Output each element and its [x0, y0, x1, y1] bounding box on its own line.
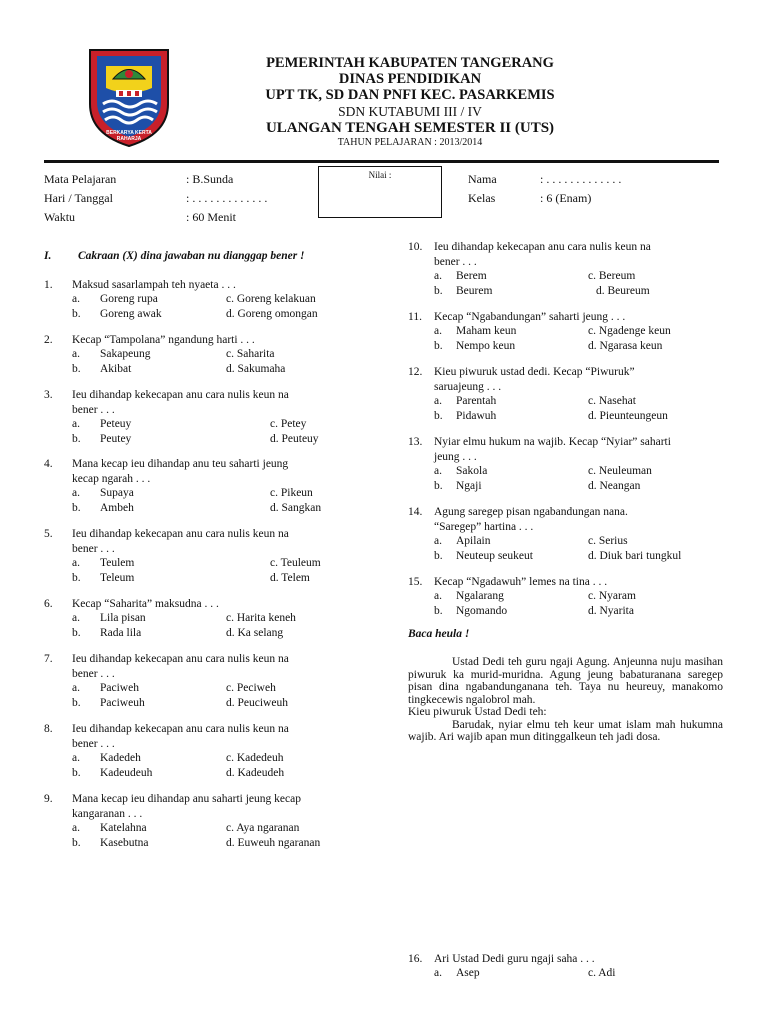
option-b-label[interactable]: b.: [434, 340, 443, 352]
option-d[interactable]: d. Nyarita: [588, 605, 634, 617]
logo-motto: BERKARYA KERTA RAHARJA: [106, 130, 152, 142]
option-d[interactable]: d. Peuciweuh: [226, 697, 288, 709]
question-number: 8.: [44, 723, 53, 735]
option-a-label[interactable]: a.: [434, 967, 442, 979]
option-a-label[interactable]: a.: [72, 612, 80, 624]
option-b[interactable]: Ngomando: [456, 605, 508, 617]
nama-value: : . . . . . . . . . . . . .: [540, 172, 622, 186]
option-a[interactable]: Maham keun: [456, 325, 517, 337]
option-b[interactable]: Pidawuh: [456, 410, 497, 422]
option-a-label[interactable]: a.: [72, 822, 80, 834]
option-a[interactable]: Kadedeh: [100, 752, 141, 764]
question-number: 9.: [44, 793, 53, 805]
option-b-label[interactable]: b.: [72, 572, 81, 584]
option-b[interactable]: Paciweuh: [100, 697, 145, 709]
option-c[interactable]: c. Saharita: [226, 348, 275, 360]
option-c[interactable]: c. Teuleum: [270, 557, 321, 569]
question-number: 10.: [408, 241, 423, 253]
option-a[interactable]: Sakapeung: [100, 348, 151, 360]
waktu-value: : 60 Menit: [186, 210, 236, 224]
question-number: 11.: [408, 311, 422, 323]
question-stem: Ieu dihandap kekecapan anu cara nulis keun na bener . . .: [72, 389, 289, 416]
option-b-label[interactable]: b.: [72, 627, 81, 639]
question-number: 14.: [408, 506, 423, 518]
option-d[interactable]: d. Peuteuy: [270, 433, 319, 445]
option-b-label[interactable]: b.: [72, 433, 81, 445]
question-number: 16.: [408, 953, 423, 965]
option-b-label[interactable]: b.: [72, 837, 81, 849]
question-number: 12.: [408, 366, 423, 378]
option-c[interactable]: c. Pikeun: [270, 487, 313, 499]
option-a[interactable]: Goreng rupa: [100, 293, 158, 305]
question-number: 1.: [44, 279, 53, 291]
option-b[interactable]: Kadeudeuh: [100, 767, 153, 779]
question-number: 5.: [44, 528, 53, 540]
option-a[interactable]: Katelahna: [100, 822, 147, 834]
option-b[interactable]: Ambeh: [100, 502, 134, 514]
option-b[interactable]: Peutey: [100, 433, 132, 445]
question-number: 3.: [44, 389, 53, 401]
question-stem: Kecap “Saharita” maksudna . . .: [72, 598, 219, 610]
question-stem: Maksud sasarlampah teh nyaeta . . .: [72, 279, 236, 291]
waktu-label: Waktu: [44, 210, 76, 224]
option-a[interactable]: Parentah: [456, 395, 497, 407]
option-b-label[interactable]: b.: [434, 410, 443, 422]
option-d[interactable]: d. Beureum: [596, 285, 650, 297]
option-c[interactable]: c. Nyaram: [588, 590, 636, 602]
question-stem: Kieu piwuruk ustad dedi. Kecap “Piwuruk” saruajeung . . .: [434, 366, 635, 393]
option-c[interactable]: c. Serius: [588, 535, 628, 547]
option-b-label[interactable]: b.: [434, 285, 443, 297]
question-stem: Ieu dihandap kekecapan anu cara nulis keun na bener . . .: [72, 723, 289, 750]
option-d[interactable]: d. Pieunteungeun: [588, 410, 668, 422]
question-stem: Nyiar elmu hukum na wajib. Kecap “Nyiar” saharti jeung . . .: [434, 436, 671, 463]
option-a[interactable]: Teulem: [100, 557, 135, 569]
header-rule: [44, 160, 719, 163]
nilai-label: Nilai :: [368, 170, 392, 180]
option-a-label[interactable]: a.: [72, 487, 80, 499]
option-c[interactable]: c. Neuleuman: [588, 465, 652, 477]
option-d[interactable]: d. Kadeudeh: [226, 767, 285, 779]
option-a-label[interactable]: a.: [72, 418, 80, 430]
kelas-value: : 6 (Enam): [540, 191, 592, 205]
nama-label: Nama: [468, 172, 497, 186]
option-d[interactable]: d. Goreng omongan: [226, 308, 318, 320]
section-title: Cakraan (X) dina jawaban nu dianggap bener !: [78, 250, 305, 262]
question-stem: Kecap “Ngabandungan” saharti jeung . . .: [434, 311, 626, 323]
question-stem: Kecap “Tampolana” ngandung harti . . .: [72, 334, 255, 346]
option-a-label[interactable]: a.: [434, 325, 442, 337]
option-b[interactable]: Teleum: [100, 572, 135, 584]
question-number: 2.: [44, 334, 53, 346]
question-stem: Ari Ustad Dedi guru ngaji saha . . .: [434, 953, 595, 965]
question-number: 4.: [44, 458, 53, 470]
option-c[interactable]: c. Aya ngaranan: [226, 822, 300, 834]
option-a-label[interactable]: a.: [434, 590, 442, 602]
option-b[interactable]: Neuteup seukeut: [456, 550, 533, 562]
option-a-label[interactable]: a.: [72, 557, 80, 569]
kelas-label: Kelas: [468, 191, 496, 205]
option-a[interactable]: Supaya: [100, 487, 134, 499]
option-d[interactable]: d. Ngarasa keun: [588, 340, 663, 352]
option-b-label[interactable]: b.: [72, 767, 81, 779]
option-b-label[interactable]: b.: [72, 697, 81, 709]
option-a-label[interactable]: a.: [72, 752, 80, 764]
question-stem: Mana kecap ieu dihandap anu teu saharti jeung kecap ngarah . . .: [72, 458, 289, 485]
option-a-label[interactable]: a.: [72, 348, 80, 360]
option-a-label[interactable]: a.: [434, 535, 442, 547]
mapel-label: Mata Pelajaran: [44, 172, 117, 186]
header-line-1: PEMERINTAH KABUPATEN TANGERANG: [266, 55, 554, 71]
option-b[interactable]: Rada lila: [100, 627, 142, 639]
question-stem: Ieu dihandap kekecapan anu cara nulis keun na bener . . .: [72, 653, 289, 680]
option-b[interactable]: Ngaji: [456, 480, 482, 492]
option-b-label[interactable]: b.: [72, 308, 81, 320]
option-d[interactable]: d. Euweuh ngaranan: [226, 837, 321, 849]
header-line-6: TAHUN PELAJARAN : 2013/2014: [337, 137, 483, 148]
option-a-label[interactable]: a.: [434, 395, 442, 407]
option-a[interactable]: Ngalarang: [456, 590, 504, 602]
option-c[interactable]: c. Adi: [588, 967, 616, 979]
option-b[interactable]: Beurem: [456, 285, 493, 297]
option-b[interactable]: Goreng awak: [100, 308, 162, 320]
option-b-label[interactable]: b.: [72, 502, 81, 514]
option-a[interactable]: Apilain: [456, 535, 491, 547]
option-b[interactable]: Akibat: [100, 363, 132, 375]
reading-passage: [408, 656, 723, 744]
reading-title: Baca heula !: [408, 628, 470, 640]
question-stem: Ieu dihandap kekecapan anu cara nulis keun na bener . . .: [72, 528, 289, 555]
header-line-3: UPT TK, SD DAN PNFI KEC. PASARKEMIS: [265, 87, 555, 103]
option-b[interactable]: Nempo keun: [456, 340, 516, 352]
option-d[interactable]: d. Telem: [270, 572, 310, 584]
option-b[interactable]: Kasebutna: [100, 837, 149, 849]
option-d[interactable]: d. Diuk bari tungkul: [588, 550, 682, 562]
option-a[interactable]: Berem: [456, 270, 487, 282]
option-a-label[interactable]: a.: [434, 465, 442, 477]
option-a[interactable]: Sakola: [456, 465, 488, 477]
option-b-label[interactable]: b.: [72, 363, 81, 375]
nilai-box: [318, 166, 442, 218]
question-stem: Kecap “Ngadawuh” lemes na tina . . .: [434, 576, 608, 588]
option-c[interactable]: c. Kadedeuh: [226, 752, 284, 764]
question-stem: Mana kecap ieu dihandap anu saharti jeung kecap kangaranan . . .: [72, 793, 301, 820]
option-a[interactable]: Paciweh: [100, 682, 139, 694]
question-number: 13.: [408, 436, 423, 448]
reading-paragraph-2: Kieu piwuruk Ustad Dedi teh:: [408, 706, 547, 718]
mapel-value: : B.Sunda: [186, 172, 234, 186]
question-number: 7.: [44, 653, 53, 665]
section-number: I.: [44, 250, 52, 262]
option-a[interactable]: Lila pisan: [100, 612, 146, 624]
option-c[interactable]: c. Ngadenge keun: [588, 325, 671, 337]
question-stem: Agung saregep pisan ngabandungan nana. “Saregep” hartina . . .: [434, 506, 628, 533]
option-c[interactable]: c. Harita keneh: [226, 612, 296, 624]
option-c[interactable]: c. Goreng kelakuan: [226, 293, 316, 305]
hari-value: : . . . . . . . . . . . . .: [186, 191, 268, 205]
option-b-label[interactable]: b.: [434, 480, 443, 492]
option-c[interactable]: c. Bereum: [588, 270, 636, 282]
option-a[interactable]: Peteuy: [100, 418, 132, 430]
header-line-4: SDN KUTABUMI III / IV: [338, 104, 482, 119]
option-d[interactable]: d. Ka selang: [226, 627, 284, 639]
option-a-label[interactable]: a.: [72, 293, 80, 305]
question-number: 15.: [408, 576, 423, 588]
question-stem: Ieu dihandap kekecapan anu cara nulis keun na bener . . .: [434, 241, 651, 268]
hari-label: Hari / Tanggal: [44, 191, 113, 205]
reading-paragraph-1: Ustad Dedi teh guru ngaji Agung. Anjeunna nuju masihan piwuruk ka murid-muridna. Agung jeung babaturanana saregep pisan dina ngabandunganana teh. Taya nu heureuy, manakomo tingkecewis ngalobrol mah.: [408, 656, 723, 706]
option-a[interactable]: Asep: [456, 967, 480, 979]
option-b-label[interactable]: b.: [434, 605, 443, 617]
question-number: 6.: [44, 598, 53, 610]
option-a-label[interactable]: a.: [72, 682, 80, 694]
header-line-5: ULANGAN TENGAH SEMESTER II (UTS): [265, 120, 555, 136]
option-d[interactable]: d. Sakumaha: [226, 363, 286, 375]
option-a-label[interactable]: a.: [434, 270, 442, 282]
option-d[interactable]: d. Sangkan: [270, 502, 322, 514]
option-c[interactable]: c. Nasehat: [588, 395, 636, 407]
option-c[interactable]: c. Peciweh: [226, 682, 276, 694]
option-d[interactable]: d. Neangan: [588, 480, 641, 492]
header-line-2: DINAS PENDIDIKAN: [338, 71, 482, 87]
option-b-label[interactable]: b.: [434, 550, 443, 562]
option-c[interactable]: c. Petey: [270, 418, 307, 430]
reading-paragraph-3: Barudak, nyiar elmu teh keur umat islam mah hukumna wajib. Ari wajib apan mun ditinggalkeun teh jadi dosa.: [408, 718, 723, 743]
